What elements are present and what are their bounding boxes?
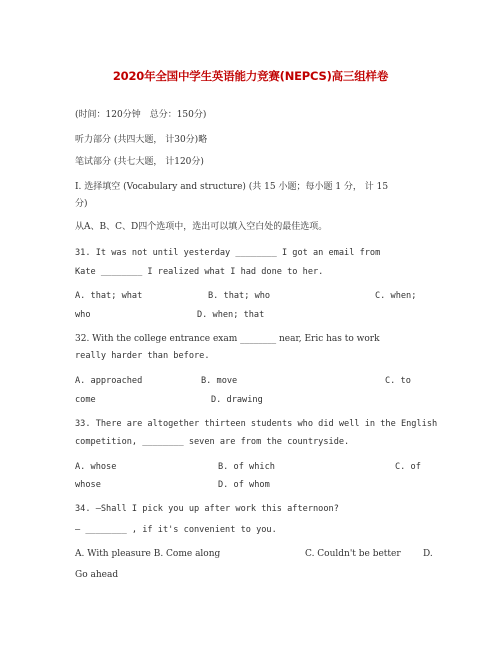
option-d: Go ahead [75, 570, 119, 580]
option-a: A. approached [75, 376, 143, 386]
question-33-stem: 33. There are altogether thirteen students who did well in the English [75, 419, 438, 429]
option-d: D. drawing [211, 395, 263, 405]
option-d: D. when; that [197, 310, 265, 320]
section-heading-cont: 分) [75, 199, 88, 209]
option-a-b: A. With pleasure B. Come along [75, 549, 221, 559]
question-34-stem-cont: — ________ , if it's convenient to you. [75, 525, 277, 535]
question-32-stem-cont: really harder than before. [75, 351, 210, 361]
option-d: D. of whom [218, 480, 270, 490]
writing-section-info: 笔试部分 (共七大题， 计120分) [75, 157, 204, 167]
page-title: 2020年全国中学生英语能力竞赛(NEPCS)高三组样卷 [112, 69, 389, 83]
question-34-stem: 34. —Shall I pick you up after work this afternoon? [75, 504, 339, 514]
section-heading: I. 选择填空 (Vocabulary and structure) (共 15 小题；每小题 1 分， 计 15 [75, 182, 389, 192]
option-c: C. Couldn't be better [305, 549, 401, 559]
option-c-cont: come [75, 395, 96, 405]
option-b: B. move [201, 376, 238, 386]
option-b: B. that; who [208, 291, 271, 301]
option-a: A. whose [75, 462, 117, 472]
question-33-stem-cont: competition, ________ seven are from the countryside. [75, 437, 350, 447]
question-32-stem: 32. With the college entrance exam ________ near, Eric has to work [75, 334, 380, 344]
option-c-cont: who [75, 310, 91, 320]
option-a: A. that; what [75, 291, 143, 301]
option-d-label: D. [423, 549, 433, 559]
option-b: B. of which [218, 462, 275, 472]
question-31-stem: 31. It was not until yesterday ________ I got an email from [75, 248, 381, 258]
option-c: C. when; [375, 291, 417, 301]
exam-time-info: (时间：120分钟 总分：150分) [75, 110, 207, 120]
option-c: C. of [395, 462, 421, 472]
option-c-cont: whose [75, 480, 101, 490]
listening-section-info: 听力部分 (共四大题， 计30分)略 [75, 135, 208, 145]
section-instruction: 从A、B、C、D四个选项中，选出可以填入空白处的最佳选项。 [75, 222, 328, 232]
option-c: C. to [385, 376, 411, 386]
question-31-stem-cont: Kate ________ I realized what I had done to her. [75, 267, 324, 277]
